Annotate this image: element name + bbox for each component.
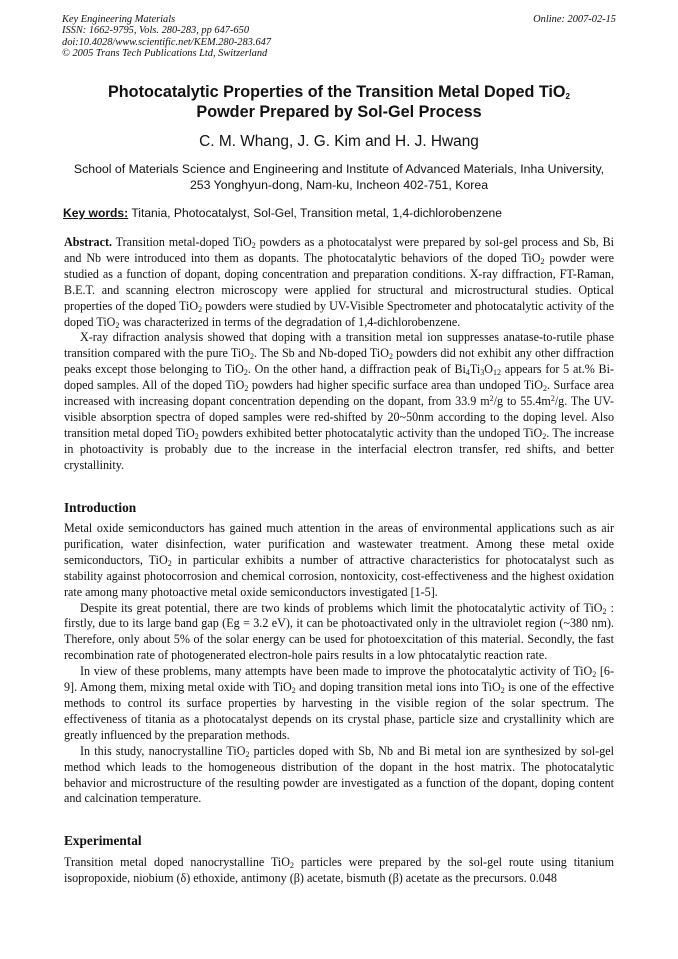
title-sub: 2 <box>565 92 570 101</box>
subscript: 2 <box>540 256 545 266</box>
experimental-heading: Experimental <box>64 833 142 848</box>
intro-text: particles doped with Sb, Nb and Bi metal ion are synthesized by sol-gel method which leads to the homogeneous distribution of the dopant in the host matrix. The photocatalytic behavior and microstructure of the resulting powder are investigated as a function of the dopant, doping content and calcination temperature. <box>64 743 614 806</box>
intro-paragraph-3 <box>64 664 614 744</box>
introduction-section <box>64 521 614 807</box>
intro-text: In this study, nanocrystalline TiO <box>80 743 246 758</box>
subscript: 2 <box>194 431 199 441</box>
experimental-paragraph-1 <box>64 855 614 887</box>
intro-text: : firstly, due to its large band gap (Eg = 3.2 eV), it can be photoactivated only in the ultraviolet region (~380 nm). Therefore, only about 5% of the solar energy can be used for photoexcitation of this material. Secondly, the fast recombination rate of photogenerated electron-hole pairs results in a low phtocatalytic reaction rate. <box>64 600 614 663</box>
abstract-text: powders did not exhibit any other diffraction peaks except those belonging to TiO <box>64 346 614 377</box>
abstract-text: . The increase in photoactivity is probably due to the increase in the interfacial electron transfer, red shifts, and better crystallinity. <box>64 425 615 472</box>
experimental-text: Transition metal doped nanocrystalline TiO <box>64 855 291 869</box>
online-date: Online: 2007-02-15 <box>533 14 616 25</box>
superscript: 2 <box>550 394 555 404</box>
abstract-text: powders had higher specific surface area than undoped TiO <box>248 378 543 393</box>
abstract-text: . On the other hand, a diffraction peak of Bi <box>247 362 466 377</box>
abstract-text: powders were studied by UV-Visible Spectrometer and photocatalytic activity of the doped TiO <box>64 298 614 329</box>
subscript: 2 <box>291 686 296 696</box>
affiliation-line1: School of Materials Science and Engineering and Institute of Advanced Materials, Inha University, <box>73 162 605 176</box>
abstract-text: powder were studied as a function of dopant, doping concentration and preparation conditions. X-ray diffraction, FT-Raman, B.E.T. and scanning electron microscopy were applied for structural and microstructural studies. Optical properties of the doped TiO <box>64 250 614 313</box>
abstract-text: . Surface area increased with increasing dopant concentration depending on the dopant, from 33.9 m <box>64 378 614 409</box>
intro-text: is one of the effective methods to control its surface properties by harvesting in the visible region of the solar spectrum. The effectiveness of titania as a photocatalyst depends on its crystal phase, particle size and crystallinity which are greatly influenced by the preparation methods. <box>64 680 615 742</box>
keywords <box>63 206 617 220</box>
intro-text: in particular exhibits a number of attractive characteristics for photocatalyst such as stability against photocorrosion and chemical corrosion, nontoxicity, cost-effectiveness and the highest oxidation rate among many photoactive metal oxide semiconductors investigated [1-5]. <box>64 552 614 599</box>
journal-name: Key Engineering Materials <box>62 14 176 25</box>
intro-text: In view of these problems, many attempts have been made to improve the photocatalytic activity of TiO <box>80 664 593 679</box>
keywords-text: Titania, Photocatalyst, Sol-Gel, Transition metal, 1,4-dichlorobenzene <box>128 206 502 220</box>
intro-paragraph-1 <box>64 521 614 601</box>
journal-issn: ISSN: 1662-9795, Vols. 280-283, pp 647-650 <box>62 25 250 37</box>
journal-header <box>62 14 616 59</box>
affiliation <box>62 161 616 193</box>
intro-text: Despite its great potential, there are two kinds of problems which limit the photocatalytic activity of TiO <box>80 600 603 615</box>
abstract-text: X-ray difraction analysis showed that doping with a transition metal ion suppresses anatase-to-rutile phase transition compared with the pure TiO <box>64 330 614 361</box>
title-line2: Powder Prepared by Sol-Gel Process <box>196 103 482 121</box>
subscript: 2 <box>251 241 256 250</box>
experimental-section <box>64 855 614 887</box>
subscript: 2 <box>542 384 547 394</box>
abstract-text: O <box>484 362 493 377</box>
superscript: 2 <box>489 394 494 404</box>
keywords-label: Key words: <box>63 206 129 220</box>
abstract-text: . The Sb and Nb-doped TiO <box>253 346 389 361</box>
subscript: 2 <box>500 686 505 696</box>
intro-paragraph-2 <box>64 601 614 665</box>
subscript: 12 <box>492 368 501 378</box>
intro-text: [6-9]. Among them, mixing metal oxide with TiO <box>64 664 614 695</box>
abstract-label: Abstract. <box>64 235 113 249</box>
title-line1: Photocatalytic Properties of the Transition Metal Doped TiO <box>108 83 566 101</box>
abstract-text: Transition metal-doped TiO <box>112 235 252 249</box>
abstract-text: powders exhibited better photocatalytic activity than the undoped TiO <box>198 425 543 440</box>
abstract-text: appears for 5 at.% Bi-doped samples. All of the doped TiO <box>64 362 614 393</box>
abstract-text: powders as a photocatalyst were prepared by sol-gel process and Sb, Bi and Nb were introduced into them as dopants. The photocatalytic behaviors of the doped TiO <box>64 235 614 265</box>
introduction-heading: Introduction <box>64 500 137 515</box>
subscript: 2 <box>115 320 120 330</box>
paper-title <box>62 82 616 122</box>
experimental-text: particles were prepared by the sol-gel route using titanium isopropoxide, niobium (δ) ethoxide, antimony (β) acetate, bismuth (β) acetate as the precursors. 0.048 <box>64 855 614 885</box>
subscript: 2 <box>592 670 597 680</box>
subscript: 3 <box>480 368 485 378</box>
subscript: 2 <box>602 606 607 616</box>
intro-text: Metal oxide semiconductors has gained much attention in the areas of environmental applications such as air purification, water disinfection, water purification and wastewater treatment. Among these metal oxide semiconductors, TiO <box>64 521 614 567</box>
subscript: 4 <box>465 368 470 378</box>
subscript: 2 <box>290 861 295 870</box>
subscript: 2 <box>244 384 249 394</box>
abstract-text: /g. The UV-visible absorption spectra of doped samples were red-shifted by 20~50nm according to the doping level. Also transition metal doped TiO <box>64 394 614 440</box>
subscript: 2 <box>198 304 203 314</box>
journal-copyright: © 2005 Trans Tech Publications Ltd, Switzerland <box>62 47 268 59</box>
abstract-text: /g to 55.4m <box>493 394 551 409</box>
subscript: 2 <box>243 368 248 378</box>
abstract-text: Ti <box>469 362 481 377</box>
abstract-paragraph-1 <box>64 235 614 330</box>
subscript: 2 <box>388 352 393 362</box>
intro-text: and doping transition metal ions into TiO <box>295 680 501 695</box>
subscript: 2 <box>245 749 250 759</box>
intro-paragraph-4 <box>64 744 614 808</box>
subscript: 2 <box>167 558 172 568</box>
subscript: 2 <box>249 352 254 362</box>
subscript: 2 <box>542 431 547 441</box>
affiliation-line2: 253 Yonghyun-dong, Nam-ku, Incheon 402-751, Korea <box>189 178 489 192</box>
journal-doi: doi:10.4028/www.scientific.net/KEM.280-283.647 <box>62 36 272 48</box>
abstract-paragraph-2 <box>64 330 614 473</box>
authors: C. M. Whang, J. G. Kim and H. J. Hwang <box>199 133 479 150</box>
abstract-section <box>64 235 614 474</box>
abstract-text: was characterized in terms of the degradation of 1,4-dichlorobenzene. <box>119 314 461 329</box>
